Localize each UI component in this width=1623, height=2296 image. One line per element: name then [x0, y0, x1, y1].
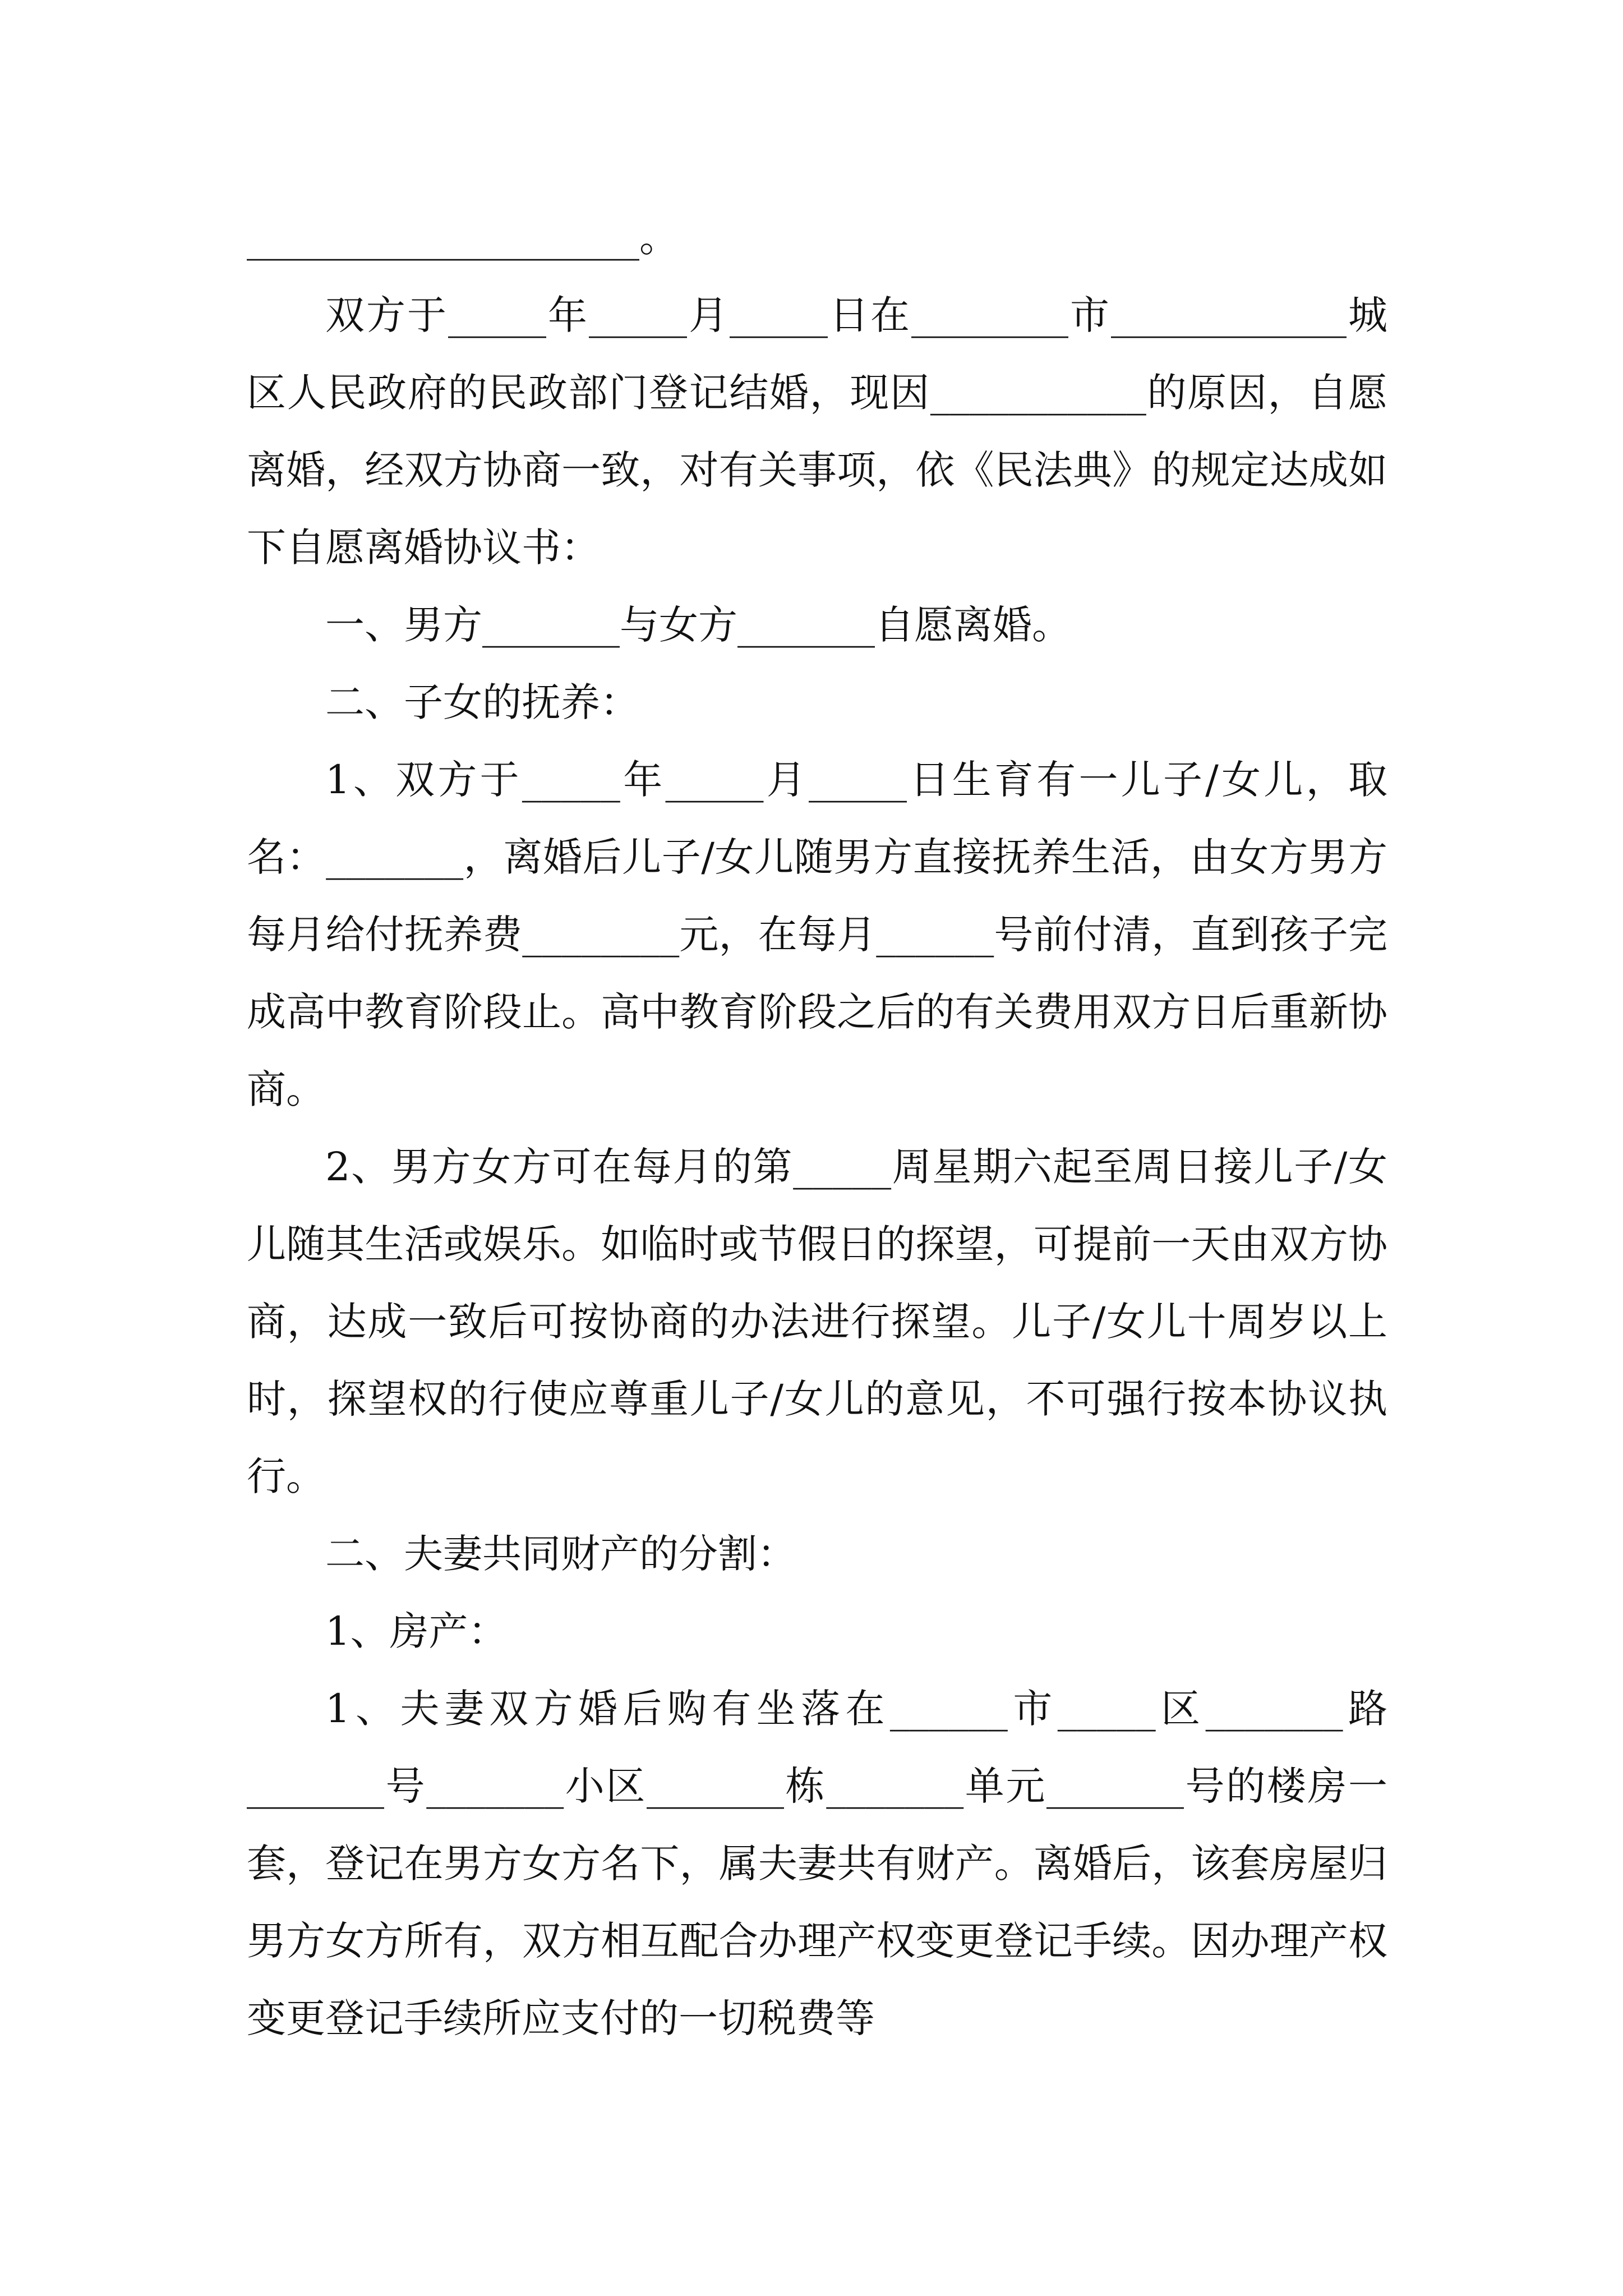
clause-two-heading-child-custody: 二、子女的抚养：: [325, 679, 639, 725]
house-property-item-1: 1、夫妻双方婚后购有坐落在______市_____区_______路_______号_______小区_______栋_______单元_______号的楼房一套，登记在男方女方名下，属夫妻共有财产。离婚后，该套房屋归男方女方所有，双方相互配合办理产权变更登记手续。因办理产权变更登记手续所应支付的一切税费等: [247, 1686, 1387, 2041]
child-custody-item-1: 1、双方于_____年_____月_____日生育有一儿子/女儿，取名：_______，离婚后儿子/女儿随男方直接抚养生活，由女方男方每月给付抚养费________元，在每月______号前付清，直到孩子完成高中教育阶段止。高中教育阶段之后的有关费用双方日后重新协商。: [247, 757, 1387, 1112]
clause-one-divorce: 一、男方_______与女方_______自愿离婚。: [325, 602, 1071, 648]
marriage-registration-paragraph: 双方于_____年_____月_____日在________市____________城区人民政府的民政部门登记结婚，现因___________的原因，自愿离婚，经双方协商一致，对有关事项，依《民法典》的规定达成如下自愿离婚协议书：: [247, 292, 1387, 570]
blank-line-ending: ____________________。: [247, 215, 679, 261]
clause-heading-property-division: 二、夫妻共同财产的分割：: [325, 1531, 796, 1577]
property-subheading-house: 1、房产：: [325, 1608, 508, 1654]
child-visitation-item-2: 2、男方女方可在每月的第_____周星期六起至周日接儿子/女儿随其生活或娱乐。如临时或节假日的探望，可提前一天由双方协商，达成一致后可按协商的办法进行探望。儿子/女儿十周岁以上时，探望权的行使应尊重儿子/女儿的意见，不可强行按本协议执行。: [247, 1144, 1387, 1499]
document-body: [247, 199, 1387, 2057]
